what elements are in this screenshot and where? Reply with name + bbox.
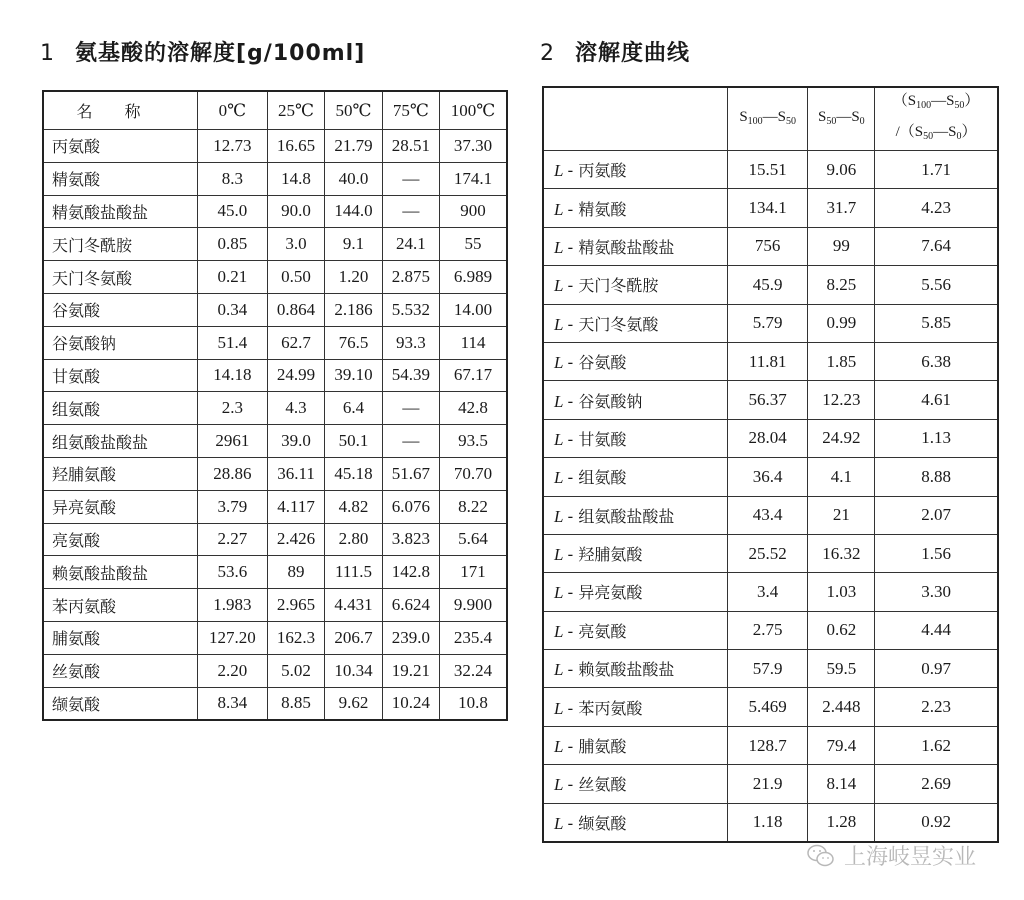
name-column-header [543,87,727,151]
amino-acid-name: 羟脯氨酸 [43,457,197,490]
value-cell: 50.1 [325,425,382,458]
table2-title-text: 溶解度曲线 [575,41,691,66]
value-cell: 9.1 [325,228,382,261]
value-cell: 21.79 [325,130,382,163]
name-text: - 精氨酸 [567,199,627,219]
amino-acid-name [543,726,727,764]
table-row [43,326,507,359]
amino-acid-name [543,496,727,534]
value-cell: 93.5 [440,425,507,458]
value-cell: 0.21 [197,261,267,294]
value-cell: 111.5 [325,556,382,589]
value-cell: 93.3 [382,326,439,359]
amino-acid-name: 缬氨酸 [43,687,197,720]
amino-acid-name: 组氨酸盐酸盐 [43,425,197,458]
header-subscript: 50 [826,115,837,127]
l-prefix: L [554,161,564,181]
watermark [806,840,976,871]
name-text: - 谷氨酸 [567,353,627,373]
amino-acid-name: 赖氨酸盐酸盐 [43,556,197,589]
column-header: 100℃ [440,91,507,130]
l-prefix: L [554,199,564,219]
value-cell: 5.469 [727,688,808,726]
value-cell: 56.37 [727,381,808,419]
solubility-curve-table [542,86,999,843]
header-text: /（S [895,124,924,140]
value-cell: 62.7 [267,326,324,359]
value-cell: 0.97 [875,650,998,688]
header-text: S [739,108,748,125]
amino-acid-name [543,189,727,227]
name-text: - 丙氨酸 [567,161,627,181]
amino-acid-name [543,151,727,189]
header-text: S [777,108,786,125]
value-cell: 25.52 [727,534,808,572]
amino-acid-name [543,573,727,611]
table-row [543,534,998,572]
l-prefix: L [554,737,564,757]
amino-acid-name [543,227,727,265]
value-cell: 99 [808,227,875,265]
table-row [43,392,507,425]
value-cell: 37.30 [440,130,507,163]
l-prefix: L [554,621,564,641]
value-cell: 8.85 [267,687,324,720]
value-cell: 45.9 [727,266,808,304]
value-cell: 2.965 [267,589,324,622]
l-prefix: L [554,353,564,373]
l-prefix: L [554,583,564,603]
name-text: - 羟脯氨酸 [567,545,643,565]
table1-title-text: 氨基酸的溶解度[g/100ml] [75,41,366,66]
wechat-icon [806,843,836,869]
value-cell: 2.186 [325,293,382,326]
l-prefix: L [554,660,564,680]
name-text: - 丝氨酸 [567,775,627,795]
amino-acid-name [543,765,727,803]
value-cell: 54.39 [382,359,439,392]
value-cell: 3.823 [382,523,439,556]
value-cell: 171 [440,556,507,589]
value-cell: 42.8 [440,392,507,425]
header-subscript: 50 [954,100,965,111]
value-cell: 2.448 [808,688,875,726]
table-row [543,419,998,457]
value-cell: 2.07 [875,496,998,534]
table-row [543,573,998,611]
name-text: - 缬氨酸 [567,813,627,833]
table-row [43,162,507,195]
amino-acid-name [543,342,727,380]
value-cell: 6.989 [440,261,507,294]
table-row [43,457,507,490]
table-row [543,151,998,189]
name-text: - 组氨酸 [567,468,627,488]
amino-acid-name: 脯氨酸 [43,621,197,654]
value-cell: 4.117 [267,490,324,523]
value-cell: 10.34 [325,654,382,687]
value-cell: 8.22 [440,490,507,523]
table-row [43,621,507,654]
name-text: - 天门冬酰胺 [567,276,659,296]
value-cell: 3.4 [727,573,808,611]
value-cell: — [382,425,439,458]
header-text: — [762,108,778,125]
value-cell: 5.532 [382,293,439,326]
table-row [543,227,998,265]
value-cell: 53.6 [197,556,267,589]
value-cell: 0.99 [808,304,875,342]
value-cell: 51.67 [382,457,439,490]
table-row [43,687,507,720]
value-cell: 8.14 [808,765,875,803]
value-cell: 1.13 [875,419,998,457]
value-cell: 59.5 [808,650,875,688]
amino-acid-name: 精氨酸 [43,162,197,195]
value-cell: 28.51 [382,130,439,163]
value-cell: 1.20 [325,261,382,294]
value-cell: 40.0 [325,162,382,195]
column-header [727,87,808,151]
table-row [43,228,507,261]
value-cell: 36.11 [267,457,324,490]
amino-acid-name [543,419,727,457]
value-cell: 10.8 [440,687,507,720]
value-cell: 39.10 [325,359,382,392]
amino-acid-name: 亮氨酸 [43,523,197,556]
table-header-row [543,87,998,151]
value-cell: 24.1 [382,228,439,261]
value-cell: 90.0 [267,195,324,228]
value-cell: 2.27 [197,523,267,556]
value-cell: — [382,195,439,228]
value-cell: 15.51 [727,151,808,189]
header-subscript: 0 [956,131,962,142]
amino-acid-name [543,803,727,842]
header-line [875,119,997,150]
value-cell: — [382,162,439,195]
value-cell: 12.73 [197,130,267,163]
header-subscript: 50 [786,115,796,127]
value-cell: 1.983 [197,589,267,622]
l-prefix: L [554,237,564,257]
amino-acid-name [543,304,727,342]
value-cell: 43.4 [727,496,808,534]
amino-acid-name: 丙氨酸 [43,130,197,163]
value-cell: 24.99 [267,359,324,392]
amino-acid-name: 甘氨酸 [43,359,197,392]
value-cell: 2.875 [382,261,439,294]
value-cell: 0.34 [197,293,267,326]
table-row [43,261,507,294]
amino-acid-name [543,611,727,649]
value-cell: 39.0 [267,425,324,458]
watermark-text: 上海岐昱实业 [844,845,977,870]
value-cell: 2.20 [197,654,267,687]
column-header [808,87,875,151]
value-cell: 10.24 [382,687,439,720]
value-cell: 1.03 [808,573,875,611]
table-row [543,611,998,649]
value-cell: 9.900 [440,589,507,622]
table-row [543,765,998,803]
column-header: 25℃ [267,91,324,130]
header-text: — [836,108,852,125]
value-cell: 2.80 [325,523,382,556]
value-cell: 4.1 [808,458,875,496]
value-cell: 206.7 [325,621,382,654]
table-row [43,293,507,326]
amino-acid-name [543,650,727,688]
value-cell: 1.56 [875,534,998,572]
value-cell: 5.79 [727,304,808,342]
name-text: - 甘氨酸 [567,429,627,449]
table2-number: 2 [540,41,555,66]
name-text: - 组氨酸盐酸盐 [567,506,675,526]
value-cell: 8.25 [808,266,875,304]
table-row [543,381,998,419]
value-cell: 1.85 [808,342,875,380]
column-header [875,87,998,151]
value-cell: 70.70 [440,457,507,490]
amino-acid-name [543,534,727,572]
table1-title [40,36,365,67]
table-header-row [43,91,507,130]
value-cell: 9.06 [808,151,875,189]
header-subscript: 100 [747,115,763,127]
table-row [43,130,507,163]
value-cell: 114 [440,326,507,359]
table-row [543,650,998,688]
l-prefix: L [554,698,564,718]
l-prefix: L [554,391,564,411]
header-text: ） [961,124,977,140]
value-cell: 76.5 [325,326,382,359]
table2-title [540,36,690,67]
table-row [543,458,998,496]
value-cell: 51.4 [197,326,267,359]
value-cell: 2.23 [875,688,998,726]
value-cell: 3.0 [267,228,324,261]
value-cell: 0.50 [267,261,324,294]
name-text: - 苯丙氨酸 [567,698,643,718]
header-text: —S [931,93,955,109]
table-row [543,803,998,842]
l-prefix: L [554,314,564,334]
value-cell: 14.18 [197,359,267,392]
table-row [543,304,998,342]
table-row [543,342,998,380]
value-cell: 32.24 [440,654,507,687]
table-row [43,359,507,392]
value-cell: 1.28 [808,803,875,842]
value-cell: 14.00 [440,293,507,326]
value-cell: 21.9 [727,765,808,803]
column-header: 0℃ [197,91,267,130]
value-cell: 89 [267,556,324,589]
column-header: 50℃ [325,91,382,130]
header-text: （S [892,93,917,109]
l-prefix: L [554,545,564,565]
table-row [543,496,998,534]
value-cell: 31.7 [808,189,875,227]
value-cell: 8.3 [197,162,267,195]
amino-acid-name: 谷氨酸 [43,293,197,326]
value-cell: 3.79 [197,490,267,523]
value-cell: 2.3 [197,392,267,425]
value-cell: 5.64 [440,523,507,556]
value-cell: 144.0 [325,195,382,228]
value-cell: 55 [440,228,507,261]
table-row [543,189,998,227]
value-cell: 4.44 [875,611,998,649]
table-row [43,589,507,622]
table-row [543,688,998,726]
l-prefix: L [554,775,564,795]
value-cell: 1.62 [875,726,998,764]
header-text: S [817,108,827,125]
value-cell: 235.4 [440,621,507,654]
amino-acid-name: 精氨酸盐酸盐 [43,195,197,228]
amino-acid-name: 组氨酸 [43,392,197,425]
value-cell: 14.8 [267,162,324,195]
value-cell: 8.88 [875,458,998,496]
value-cell: 162.3 [267,621,324,654]
header-subscript: 100 [916,100,932,111]
value-cell: 128.7 [727,726,808,764]
header-subscript: 50 [923,131,934,142]
header-text: S [851,108,860,125]
value-cell: 16.32 [808,534,875,572]
value-cell: 0.62 [808,611,875,649]
table-row [43,523,507,556]
value-cell: 7.64 [875,227,998,265]
value-cell: 6.4 [325,392,382,425]
value-cell: 9.62 [325,687,382,720]
value-cell: 28.04 [727,419,808,457]
value-cell: 2.75 [727,611,808,649]
value-cell: 1.71 [875,151,998,189]
name-text: - 异亮氨酸 [567,583,643,603]
amino-acid-name: 天门冬氨酸 [43,261,197,294]
value-cell: 8.34 [197,687,267,720]
value-cell: 21 [808,496,875,534]
value-cell: 2961 [197,425,267,458]
amino-acid-name: 谷氨酸钠 [43,326,197,359]
value-cell: 67.17 [440,359,507,392]
amino-acid-name: 苯丙氨酸 [43,589,197,622]
value-cell: 6.624 [382,589,439,622]
name-text: - 亮氨酸 [567,621,627,641]
value-cell: 4.61 [875,381,998,419]
column-header: 75℃ [382,91,439,130]
value-cell: 900 [440,195,507,228]
table-row [543,266,998,304]
value-cell: 4.3 [267,392,324,425]
value-cell: 6.076 [382,490,439,523]
l-prefix: L [554,429,564,449]
table-row [43,654,507,687]
table-row [543,726,998,764]
value-cell: 4.431 [325,589,382,622]
value-cell: 142.8 [382,556,439,589]
amino-acid-name: 异亮氨酸 [43,490,197,523]
value-cell: 19.21 [382,654,439,687]
value-cell: 45.0 [197,195,267,228]
value-cell: 0.85 [197,228,267,261]
value-cell: 5.85 [875,304,998,342]
table-row [43,425,507,458]
solubility-table [42,90,508,721]
header-text: —S [933,124,957,140]
header-text: ） [964,93,980,109]
value-cell: 0.92 [875,803,998,842]
table-row [43,556,507,589]
value-cell: 1.18 [727,803,808,842]
name-text: - 谷氨酸钠 [567,391,643,411]
value-cell: 28.86 [197,457,267,490]
amino-acid-name [543,266,727,304]
value-cell: 57.9 [727,650,808,688]
l-prefix: L [554,506,564,526]
value-cell: 6.38 [875,342,998,380]
name-text: - 赖氨酸盐酸盐 [567,660,675,680]
value-cell: 239.0 [382,621,439,654]
value-cell: 45.18 [325,457,382,490]
amino-acid-name [543,688,727,726]
name-text: - 精氨酸盐酸盐 [567,237,675,257]
value-cell: 134.1 [727,189,808,227]
name-column-header: 名称 [43,91,197,130]
value-cell: 79.4 [808,726,875,764]
value-cell: 36.4 [727,458,808,496]
value-cell: 174.1 [440,162,507,195]
value-cell: 3.30 [875,573,998,611]
value-cell: 2.69 [875,765,998,803]
l-prefix: L [554,813,564,833]
table-row [43,195,507,228]
header-subscript: 0 [859,115,865,127]
amino-acid-name [543,458,727,496]
value-cell: 24.92 [808,419,875,457]
name-text: - 天门冬氨酸 [567,314,659,334]
table1-number: 1 [40,41,55,66]
amino-acid-name: 丝氨酸 [43,654,197,687]
table-row [43,490,507,523]
l-prefix: L [554,468,564,488]
value-cell: 12.23 [808,381,875,419]
name-text: - 脯氨酸 [567,737,627,757]
value-cell: 5.56 [875,266,998,304]
amino-acid-name: 天门冬酰胺 [43,228,197,261]
value-cell: 127.20 [197,621,267,654]
value-cell: 756 [727,227,808,265]
value-cell: 2.426 [267,523,324,556]
value-cell: 11.81 [727,342,808,380]
value-cell: 4.82 [325,490,382,523]
value-cell: 4.23 [875,189,998,227]
amino-acid-name [543,381,727,419]
value-cell: 16.65 [267,130,324,163]
value-cell: — [382,392,439,425]
l-prefix: L [554,276,564,296]
value-cell: 0.864 [267,293,324,326]
value-cell: 5.02 [267,654,324,687]
header-line [875,88,997,119]
